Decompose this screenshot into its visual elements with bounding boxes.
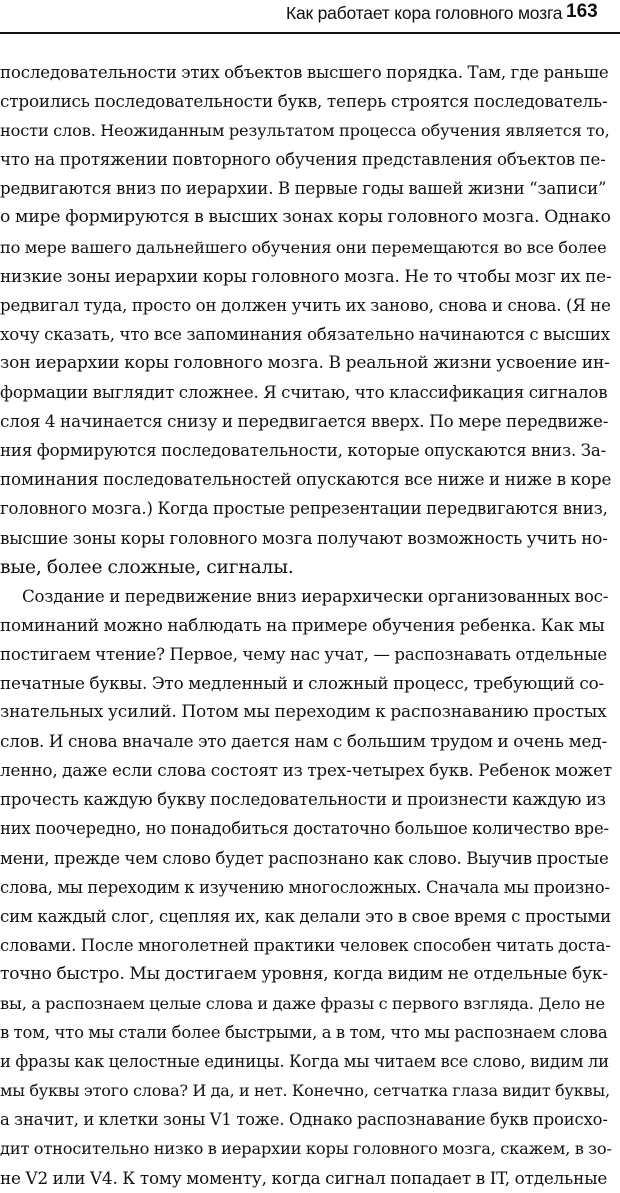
text-line: в том, что мы стали более быстрыми, а в том, что мы распознаем слова [0, 1023, 608, 1043]
text-line: постигаем чтение? Первое, чему нас учат, — распознавать отдельные [0, 644, 608, 664]
text-line: вы, а распознаем целые слова и даже фразы с первого взгляда. Дело не [0, 994, 605, 1013]
text-line: сим каждый слог, сцепляя их, как делали это в свое время с простыми [0, 906, 612, 926]
text-line: прочесть каждую букву последовательности и произнести каждую из [0, 790, 606, 810]
text-line: печатные буквы. Это медленный и сложный процесс, требующий со- [0, 672, 605, 693]
text-line: слов. И снова вначале это дается нам с большим трудом и очень мед- [0, 731, 607, 752]
text-line: мени, прежде чем слово будет распознано как слово. Выучив простые [0, 848, 609, 868]
text-line: слоя 4 начинается снизу и передвигается вверх. По мере передвиже- [0, 411, 609, 432]
text-line: зон иерархии коры головного мозга. В реальной жизни усвоение ин- [0, 352, 610, 373]
text-line: слова, мы переходим к изучению многосложных. Сначала мы произно- [0, 877, 610, 897]
text-line: знательных усилий. Потом мы переходим к распознаванию простых [0, 702, 607, 723]
text-line: точно быстро. Мы достигаем уровня, когда видим не отдельные бук- [0, 963, 608, 984]
page-header [0, 0, 620, 40]
text-line: что на протяжении повторного обучения представления объектов пе- [0, 150, 606, 170]
running-title: Как работает кора головного мозга [286, 3, 563, 23]
text-line: ленно, даже если слова состоят из трех-четырех букв. Ребенок может [0, 760, 612, 781]
text-line: формации выглядит сложнее. Я считаю, что классификация сигналов [0, 383, 608, 403]
text-line: дит относительно низко в иерархии коры головного мозга, скажем, в зо- [0, 1139, 612, 1159]
text-line: последовательности этих объектов высшего порядка. Там, где раньше [0, 63, 609, 82]
text-line: хочу сказать, что все запоминания обязательно начинаются с высших [0, 324, 610, 344]
page-number: 163 [566, 1, 598, 22]
text-line: ния формируются последовательности, которые опускаются вниз. За- [0, 441, 607, 461]
text-line: строились последовательности букв, теперь строятся последователь- [0, 91, 608, 112]
text-line: поминаний можно наблюдать на примере обучения ребенка. Как мы [0, 614, 605, 635]
body-text [0, 58, 620, 1193]
text-line: не V2 или V4. К тому моменту, когда сигнал попадает в IT, отдельные [0, 1167, 608, 1188]
text-line: а значит, и клетки зоны V1 тоже. Однако распознавание букв происхо- [0, 1110, 608, 1130]
text-line: головного мозга.) Когда простые репрезентации передвигаются вниз, [0, 499, 608, 519]
text-line: словами. После многолетней практики человек способен читать доста- [0, 935, 611, 955]
text-line: вые, более сложные, сигналы. [0, 556, 294, 578]
text-line: по мере вашего дальнейшего обучения они перемещаются во все более [0, 237, 607, 257]
text-line: низкие зоны иерархии коры головного мозга. Не то чтобы мозг их пе- [0, 265, 612, 286]
text-line: о мире формируются в высших зонах коры головного мозга. Однако [0, 207, 611, 228]
text-line: ности слов. Неожиданным результатом процесса обучения является то, [0, 121, 610, 141]
text-line: редвигал туда, просто он должен учить их заново, снова и снова. (Я не [0, 295, 611, 315]
header-rule [0, 32, 620, 34]
text-line: редвигаются вниз по иерархии. В первые годы вашей жизни “записи” [0, 179, 607, 199]
text-line: и фразы как целостные единицы. Когда мы читаем все слово, видим ли [0, 1052, 609, 1072]
text-line: них поочередно, но понадобиться достаточно большое количество вре- [0, 819, 609, 839]
text-line: высшие зоны коры головного мозга получают возможность учить но- [0, 527, 608, 548]
text-line: поминания последовательностей опускаются все ниже и ниже в коре [0, 469, 612, 490]
text-line: Создание и передвижение вниз иерархически организованных вос- [22, 586, 609, 606]
text-line: мы буквы этого слова? И да, и нет. Конечно, сетчатка глаза видит буквы, [0, 1081, 611, 1101]
